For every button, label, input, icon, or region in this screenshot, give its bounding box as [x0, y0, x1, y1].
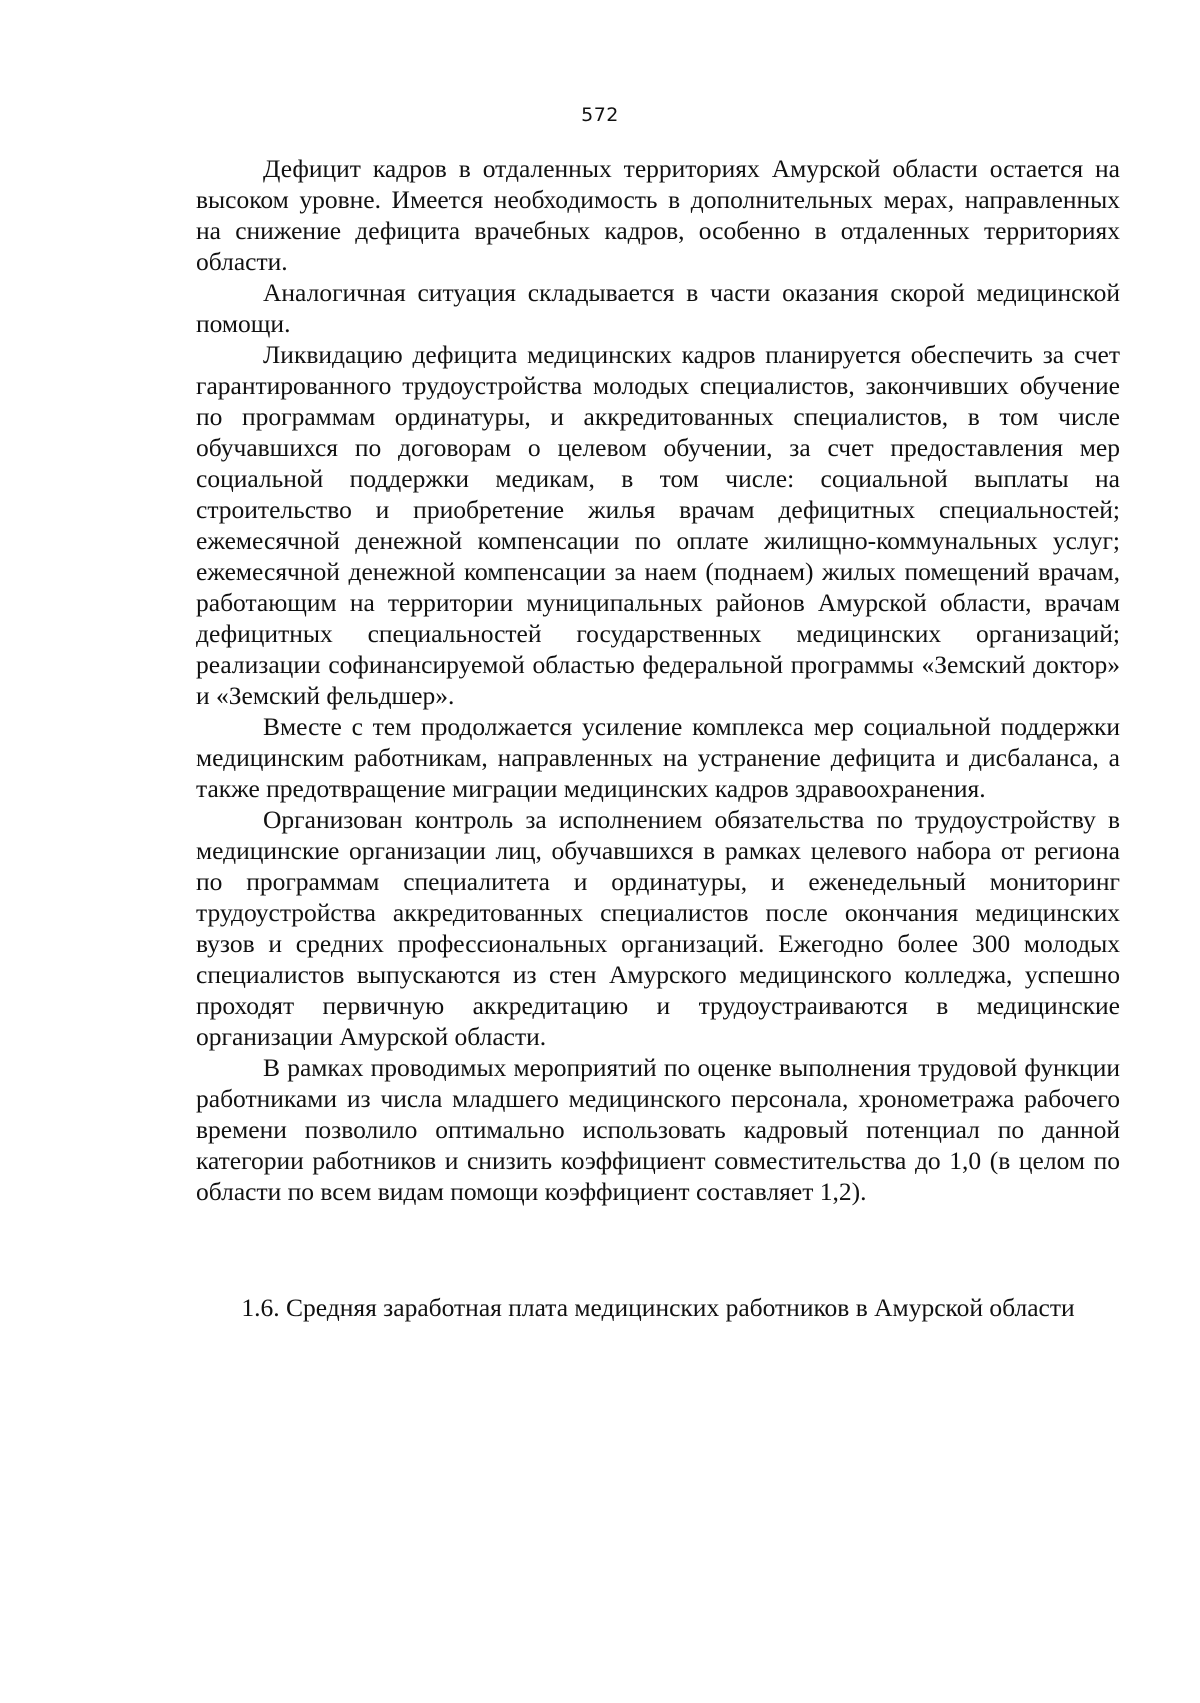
section-heading: 1.6. Средняя заработная плата медицинских работников в Амурской области	[241, 1293, 1075, 1322]
paragraph-timekeeping: В рамках проводимых мероприятий по оценке выполнения трудовой функции работниками из числа младшего медицинского персонала, хронометража рабочего времени позволило оптимально использовать кадровый потенциал по данной категории работников и снизить коэффициент совместительства до 1,0 (в целом по области по всем видам помощи коэффициент составляет 1,2).	[196, 1053, 1120, 1206]
paragraph-employment-control: Организован контроль за исполнением обязательства по трудоустройству в медицинские организации лиц, обучавшихся в рамках целевого набора от региона по программам специалитета и ординатуры, и еженедельный мониторинг трудоустройства аккредитованных специалистов после окончания медицинских вузов и средних профессиональных организаций. Ежегодно более 300 молодых специалистов выпускаются из стен Амурского медицинского колледжа, успешно проходят первичную аккредитацию и трудоустраиваются в медицинские организации Амурской области.	[196, 805, 1120, 1051]
paragraph-support-measures: Вместе с тем продолжается усиление комплекса мер социальной поддержки медицинским работникам, направленных на устранение дефицита и дисбаланса, а также предотвращение миграции медицинских кадров здравоохранения.	[196, 712, 1120, 803]
paragraph-emergency-care: Аналогичная ситуация складывается в части оказания скорой медицинской помощи.	[196, 278, 1120, 338]
body-text	[196, 153, 1120, 1207]
paragraph-staff-shortage: Дефицит кадров в отдаленных территориях Амурской области остается на высоком уровне. Имеется необходимость в дополнительных мерах, направленных на снижение дефицита врачебных кадров, особенно в отдаленных территориях области.	[196, 154, 1120, 276]
paragraph-shortage-elimination: Ликвидацию дефицита медицинских кадров планируется обеспечить за счет гарантированного трудоустройства молодых специалистов, закончивших обучение по программам ординатуры, и аккредитованных специалистов, в том числе обучавшихся по договорам о целевом обучении, за счет предоставления мер социальной поддержки медикам, в том числе: социальной выплаты на строительство и приобретение жилья врачам дефицитных специальностей; ежемесячной денежной компенсации по оплате жилищно-коммунальных услуг; ежемесячной денежной компенсации за наем (поднаем) жилых помещений врачам, работающим на территории муниципальных районов Амурской области, врачам дефицитных специальностей государственных медицинских организаций; реализации софинансируемой областью федеральной программы «Земский доктор» и «Земский фельдшер».	[196, 340, 1120, 710]
page-number: 572	[581, 104, 619, 126]
